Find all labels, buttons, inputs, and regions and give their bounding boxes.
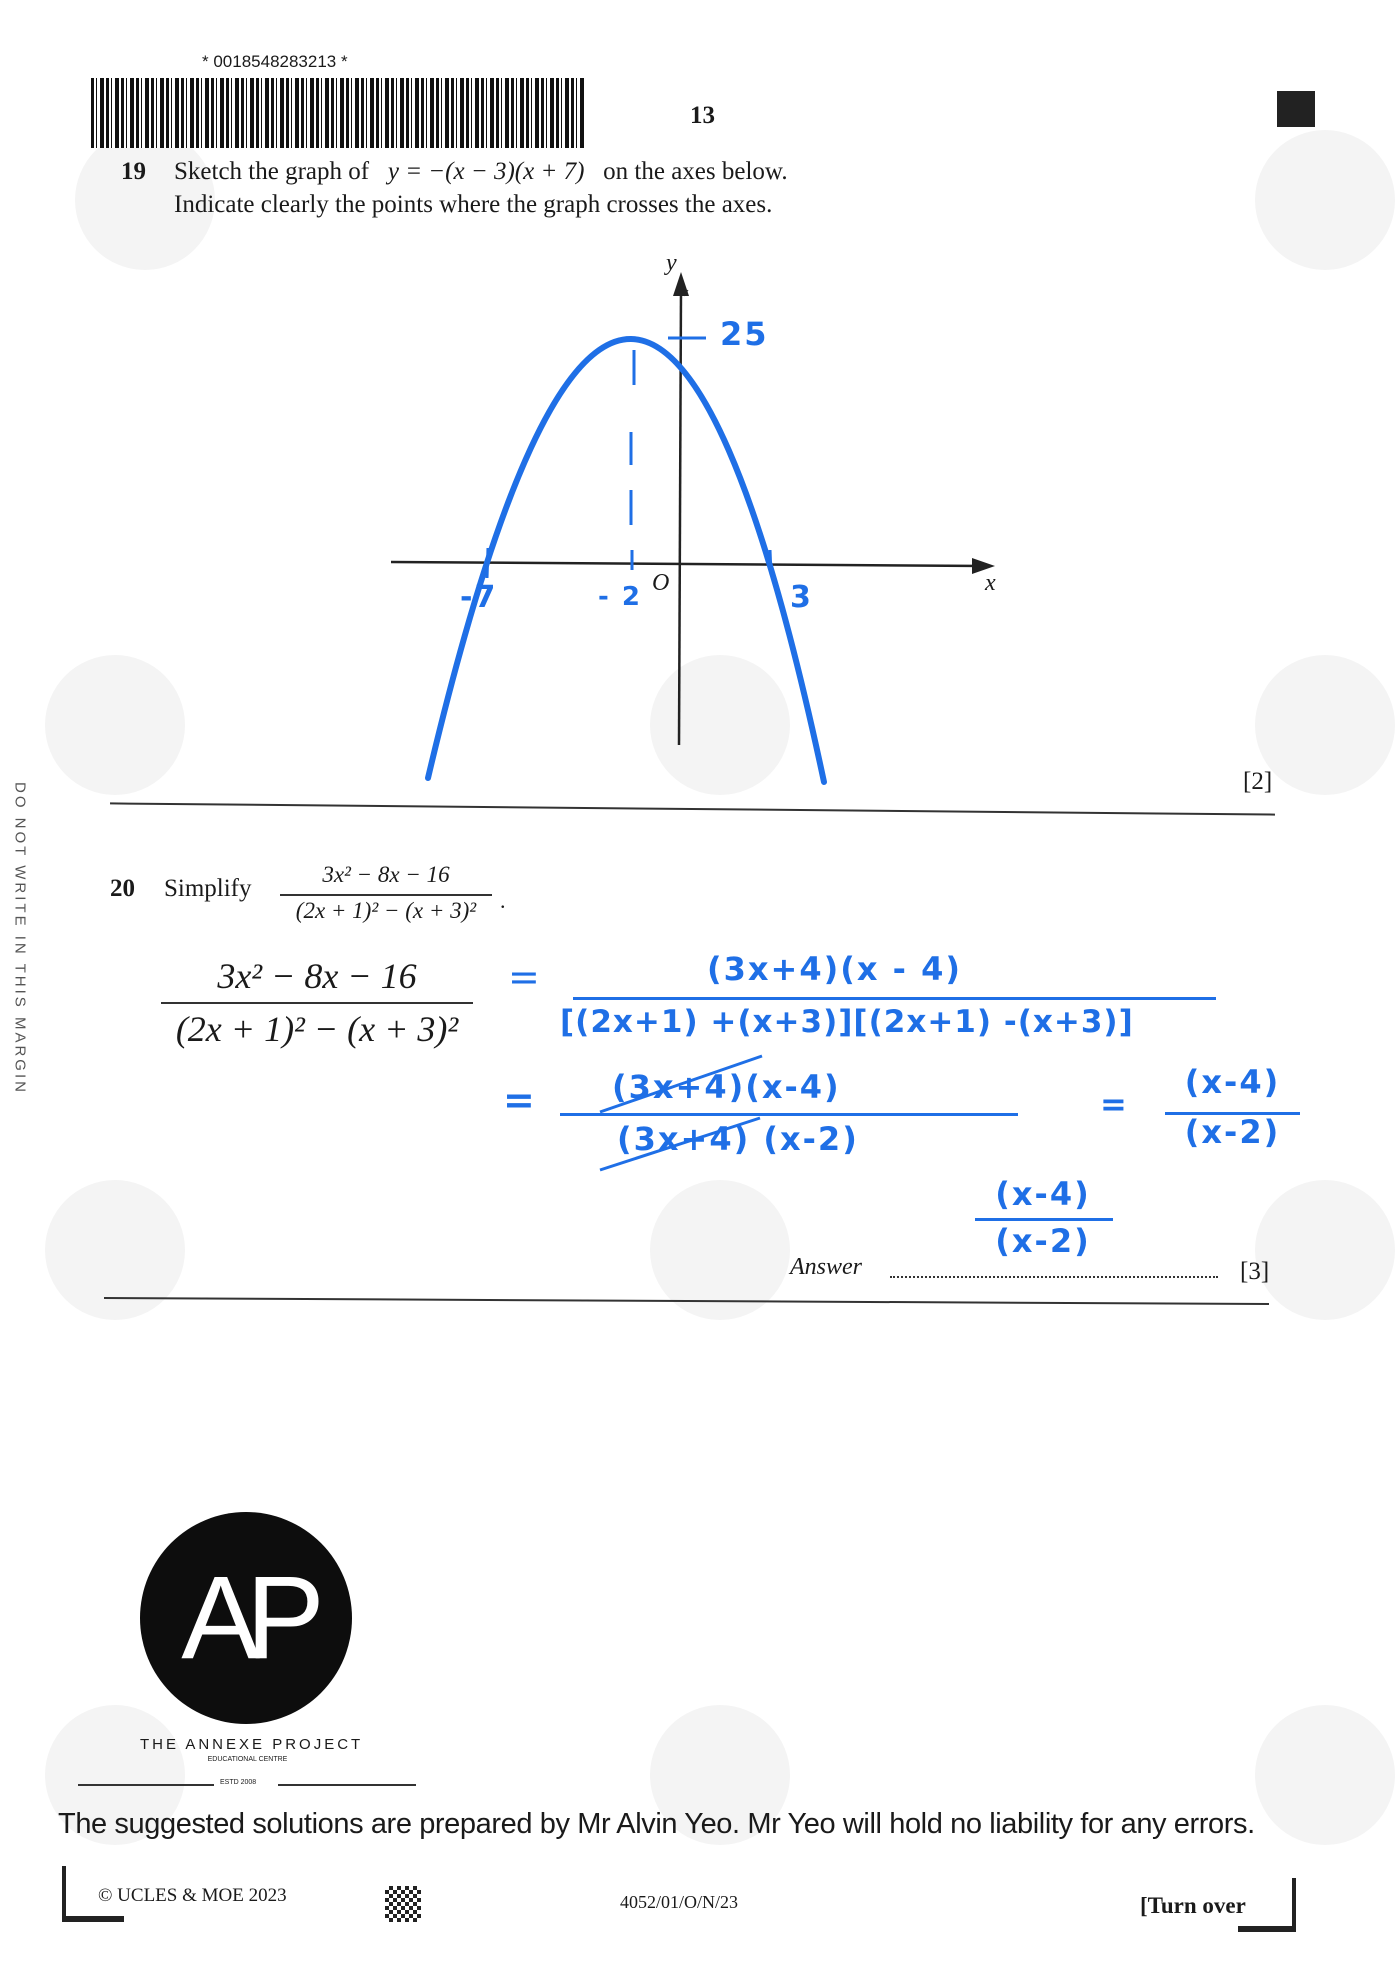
q19-line2: Indicate clearly the points where the graph crosses the axes.: [174, 191, 773, 218]
answer-line[interactable]: [890, 1276, 1218, 1278]
step1-denominator: [(2x+1) +(x+3)][(2x+1) -(x+3)]: [560, 1004, 1134, 1040]
label-25: 25: [720, 315, 769, 353]
copyright: © UCLES & MOE 2023: [98, 1885, 287, 1906]
strike-line: [600, 1118, 760, 1170]
barcode-number: * 0018548283213 *: [202, 52, 348, 71]
x-axis-label: x: [985, 570, 996, 596]
q19-prefix: Sketch the graph of: [174, 158, 370, 185]
strike-line: [600, 1056, 762, 1112]
step2-numerator-rest: (x-4): [745, 1068, 841, 1106]
corner-mark-right: [1238, 1878, 1296, 1932]
origin-label: O: [652, 570, 670, 596]
struck-factor: (3x+4): [612, 1068, 746, 1106]
page-number: 13: [690, 102, 715, 129]
period: .: [500, 888, 506, 913]
equals-3: =: [1100, 1085, 1129, 1123]
answer-label: Answer: [790, 1254, 862, 1280]
step3-numerator: (x-4): [1184, 1063, 1281, 1101]
logo-name: THE ANNEXE PROJECT: [140, 1736, 364, 1753]
label-3: 3: [790, 580, 813, 615]
logo-rule: [78, 1784, 214, 1786]
answer-numerator: (x-4): [995, 1175, 1091, 1213]
label-minus-2: - 2: [598, 582, 642, 612]
label-minus-7: -7: [460, 580, 498, 615]
lhs-numerator: 3x² − 8x − 16: [217, 956, 417, 996]
qr-code: [385, 1886, 421, 1922]
q20-given-denominator: (2x + 1)² − (x + 3)²: [295, 898, 477, 923]
q19-equation: y = −(x − 3)(x + 7): [387, 158, 585, 185]
equals-2: =: [503, 1078, 537, 1122]
logo-subtitle: EDUCATIONAL CENTRE: [207, 1756, 288, 1763]
logo-established: ESTD 2008: [220, 1779, 257, 1786]
fraction-bar: [975, 1218, 1113, 1221]
step1-numerator: (3x+4)(x - 4): [707, 950, 962, 988]
step3-denominator: (x-2): [1184, 1113, 1281, 1151]
logo-circle: [140, 1512, 352, 1724]
q20-marks: [3]: [1240, 1258, 1270, 1285]
margin-warning: DO NOT WRITE IN THIS MARGIN: [11, 782, 29, 1095]
lhs-denominator: (2x + 1)² − (x + 3)²: [175, 1009, 459, 1049]
step2-denominator-rest: (x-2): [750, 1120, 859, 1158]
y-axis-label: y: [666, 250, 677, 276]
q20-given-numerator: 3x² − 8x − 16: [322, 862, 450, 887]
disclaimer: The suggested solutions are prepared by Mr Alvin Yeo. Mr Yeo will hold no liability for any errors.: [58, 1808, 1255, 1840]
paper-code: 4052/01/O/N/23: [620, 1892, 739, 1912]
q20-number: 20: [110, 875, 135, 902]
logo-rule: [278, 1784, 416, 1786]
q19-suffix: on the axes below.: [603, 158, 788, 185]
q19-marks: [2]: [1243, 768, 1273, 795]
answer-denominator: (x-2): [995, 1222, 1091, 1260]
q19-number: 19: [121, 158, 146, 185]
struck-factor: (3x+4): [617, 1120, 751, 1158]
equals-1: =: [508, 955, 542, 999]
turn-over: [Turn over: [1140, 1893, 1246, 1918]
q20-prompt: Simplify: [164, 875, 252, 902]
logo-letters: AP: [181, 1552, 311, 1684]
